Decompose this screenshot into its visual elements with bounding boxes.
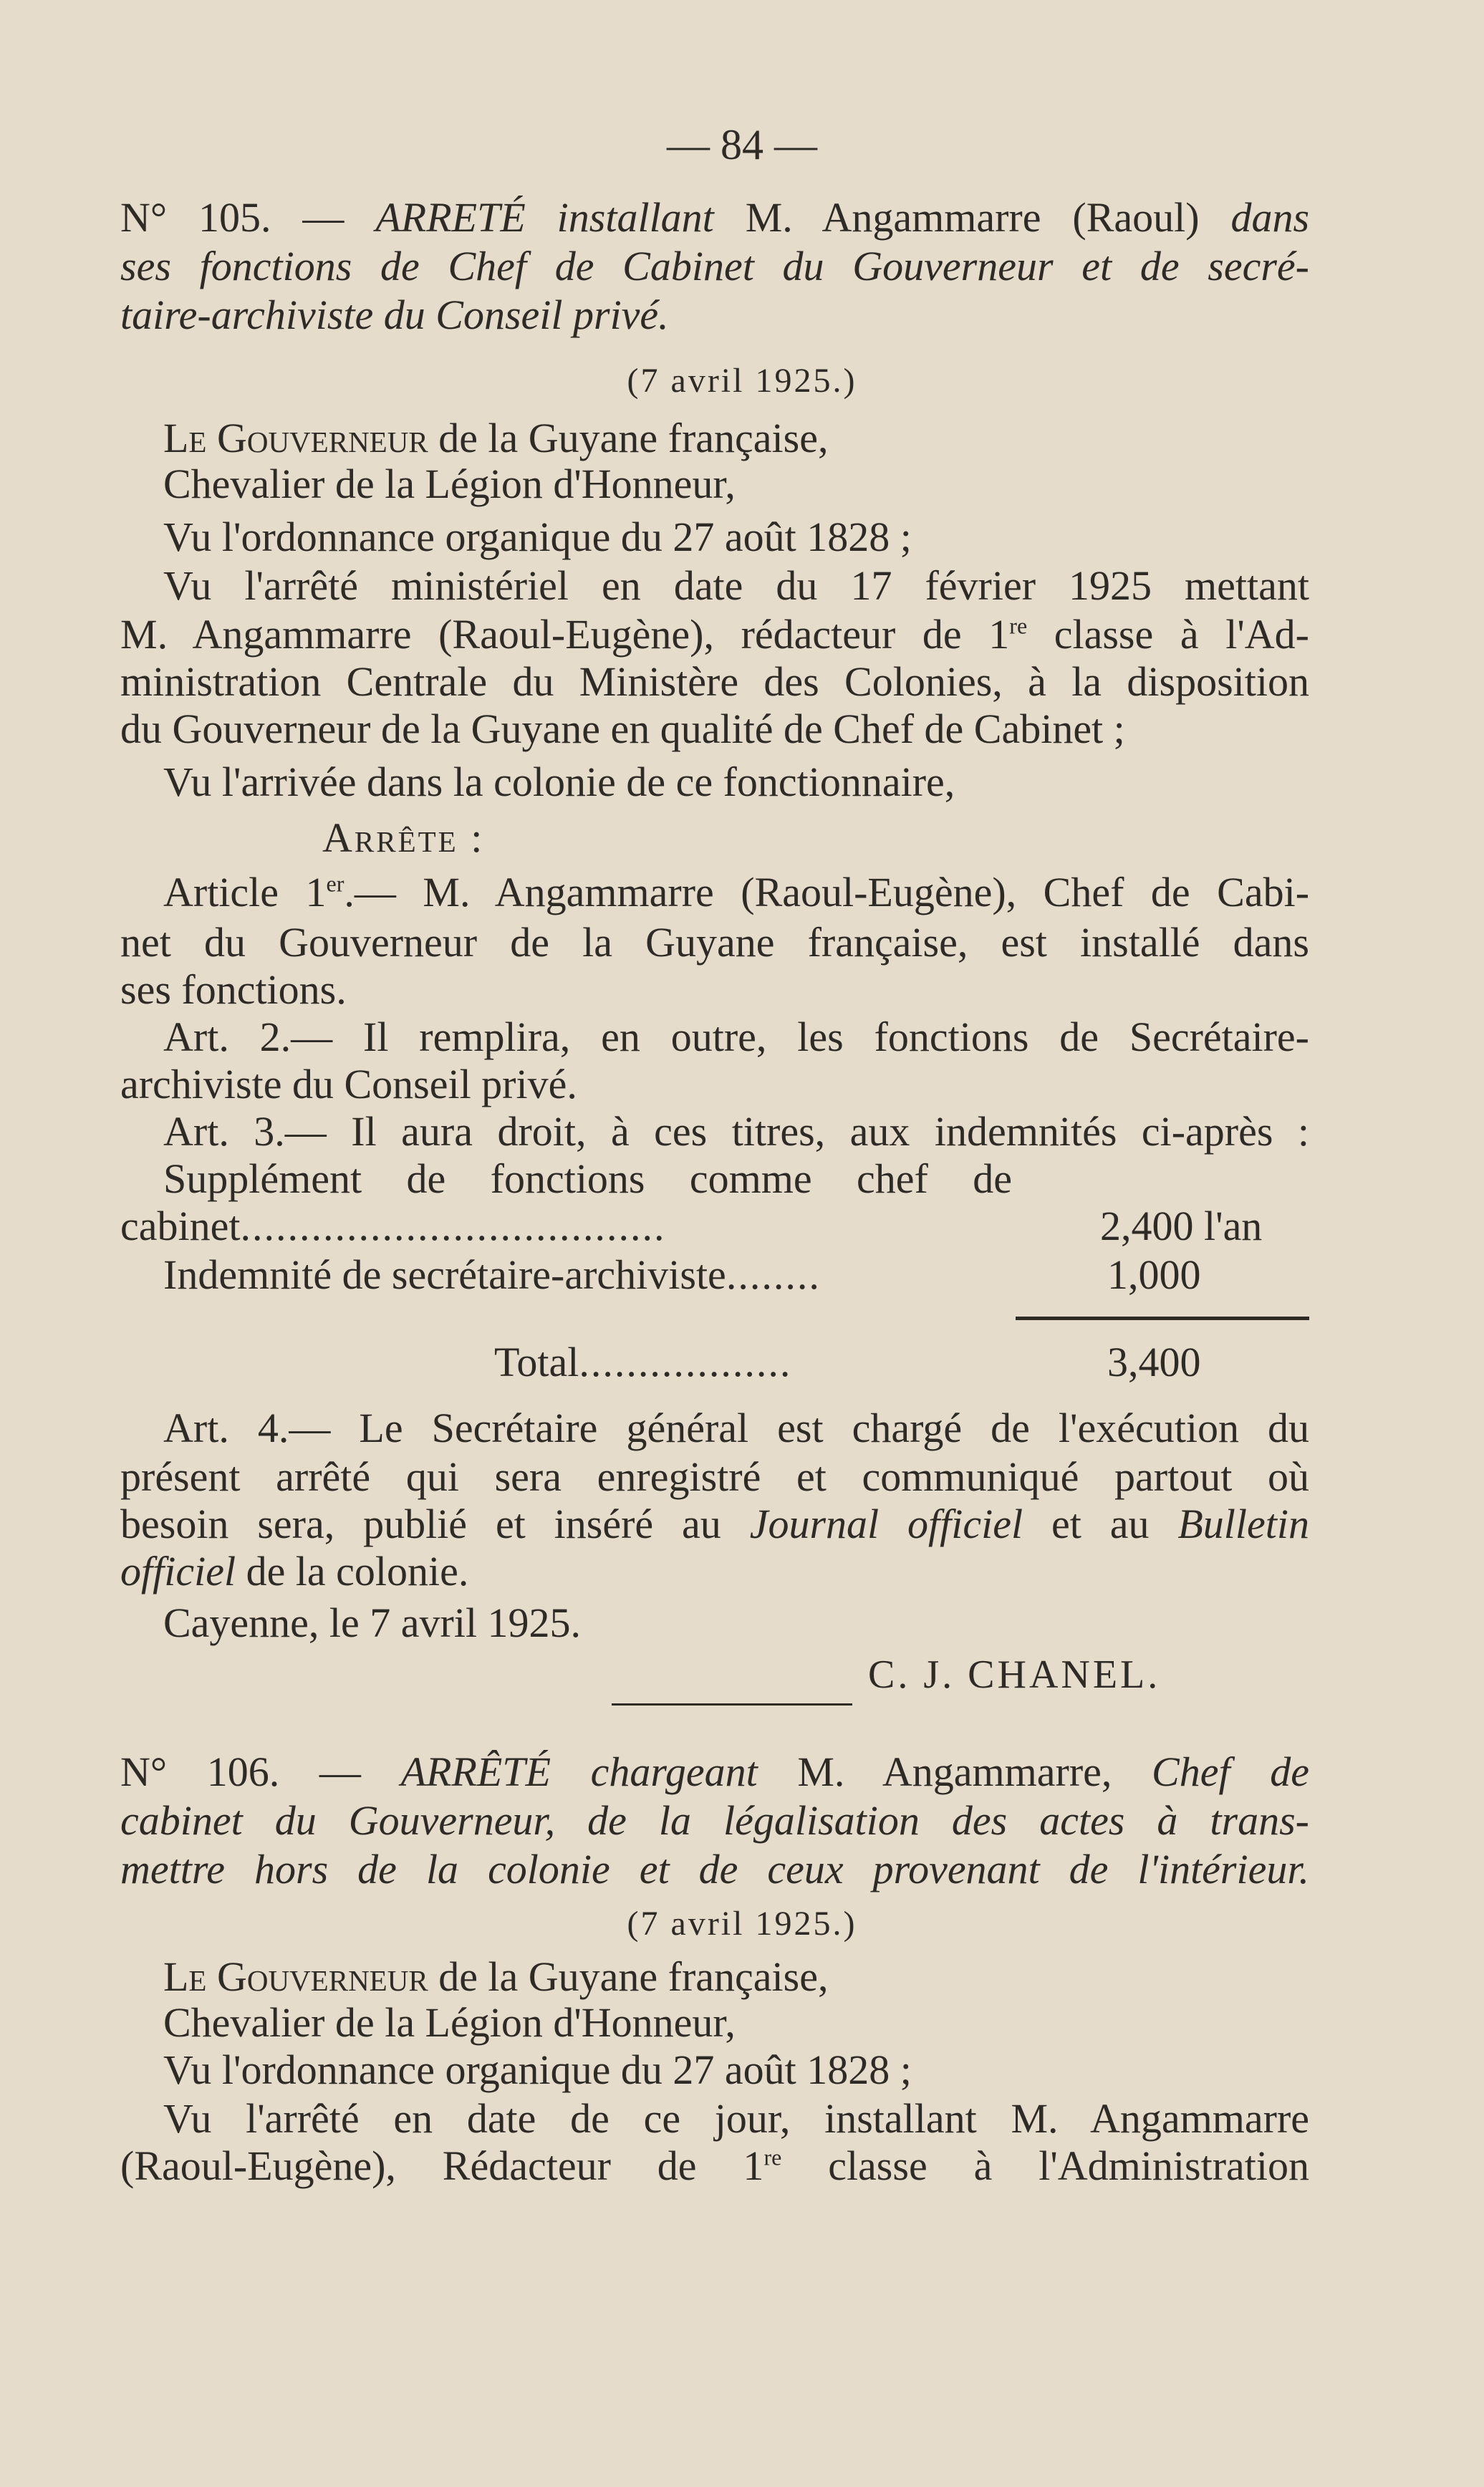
entry-105-article-2: Art. 2.— Il remplira, en outre, les fonctions de Secrétaire- (163, 1014, 1309, 1060)
entry-105-article-1-line-3: ses fonctions. (120, 966, 347, 1013)
entry-105-chevalier: Chevalier de la Légion d'Honneur, (163, 461, 736, 507)
entry-106-vu-3: (Raoul-Eugène), Rédacteur de 1re classe à l'Administration (120, 2142, 1309, 2189)
entry-105-vu-3: M. Angammarre (Raoul-Eugène), rédacteur de 1re classe à l'Ad- (120, 611, 1309, 658)
entry-105-vu-4: ministration Centrale du Ministère des Colonies, à la disposition (120, 658, 1309, 705)
entry-105-article-4: Art. 4.— Le Secrétaire général est chargé de l'exécution du (163, 1405, 1309, 1451)
entry-106-governor: Le Gouverneur de la Guyane française, (163, 1953, 829, 2000)
entry-105-arrete-heading: Arrête : (322, 814, 485, 861)
entry-106-title-line-3: mettre hors de la colonie et de ceux provenant de l'intérieur. (120, 1846, 1309, 1892)
entry-105-article-4-line-3: besoin sera, publié et inséré au Journal officiel et au Bulletin (120, 1501, 1310, 1547)
entry-105-vu-6: Vu l'arrivée dans la colonie de ce fonctionnaire, (163, 759, 955, 805)
entry-105-governor: Le Gouverneur de la Guyane française, (163, 415, 829, 461)
entry-105-article-1: Article 1er.— M. Angammarre (Raoul-Eugène), Chef de Cabi- (163, 869, 1310, 915)
entry-105-place-date: Cayenne, le 7 avril 1925. (163, 1600, 582, 1646)
total-rule (1016, 1317, 1309, 1320)
entry-105-vu-2: Vu l'arrêté ministériel en date du 17 février 1925 mettant (163, 562, 1309, 609)
entry-106-vu-2: Vu l'arrêté en date de ce jour, installant M. Angammarre (163, 2095, 1309, 2142)
entry-105-article-3: Art. 3.— Il aura droit, à ces titres, aux indemnités ci-après : (163, 1108, 1309, 1155)
entry-105-keyword: ARRETÉ installant (375, 194, 714, 241)
entry-106-number: N° 106. (120, 1748, 280, 1795)
page-number: — 84 — (667, 121, 817, 168)
entry-106-title-line-2: cabinet du Gouverneur, de la légalisation des actes à trans- (120, 1797, 1309, 1844)
total-value: 3,400 (1107, 1339, 1201, 1385)
entry-105-vu-5: du Gouverneur de la Guyane en qualité de Chef de Cabinet ; (120, 706, 1125, 752)
entry-105-vu-1: Vu l'ordonnance organique du 27 août 1828 ; (163, 514, 912, 560)
entry-106-vu-1: Vu l'ordonnance organique du 27 août 1828 ; (163, 2046, 912, 2093)
entry-106-keyword: ARRÊTÉ chargeant (400, 1748, 758, 1795)
supplement-value: 2,400 l'an (1100, 1203, 1263, 1249)
entry-105-title-line-1: N° 105. — ARRETÉ installant M. Angammarre (Raoul) dans (120, 194, 1310, 241)
entry-105-title-line-3: taire-archiviste du Conseil privé. (120, 292, 669, 338)
indemnity-label: Indemnité de secrétaire-archiviste........ (163, 1251, 821, 1298)
entry-105-article-2-line-2: archiviste du Conseil privé. (120, 1061, 577, 1107)
entry-105-article-1-line-2: net du Gouverneur de la Guyane française, est installé dans (120, 919, 1309, 966)
supplement-label-line-1: Supplément de fonctions comme chef de (163, 1155, 1012, 1202)
entry-105-signature: C. J. CHANEL. (868, 1653, 1161, 1697)
supplement-label-line-2: cabinet.................................... (120, 1203, 666, 1249)
entry-105-article-4-line-2: présent arrêté qui sera enregistré et communiqué partout où (120, 1453, 1309, 1500)
indemnity-value: 1,000 (1107, 1251, 1201, 1298)
section-divider (612, 1703, 852, 1706)
entry-105-number: N° 105. (120, 194, 271, 241)
entry-106-date: (7 avril 1925.) (627, 1905, 857, 1943)
entry-105-article-4-line-4: officiel de la colonie. (120, 1548, 469, 1594)
entry-105-date: (7 avril 1925.) (627, 362, 857, 400)
entry-105-title-line-2: ses fonctions de Chef de Cabinet du Gouverneur et de secré- (120, 243, 1309, 289)
entry-106-chevalier: Chevalier de la Légion d'Honneur, (163, 1999, 736, 2046)
entry-106-title-line-1: N° 106. — ARRÊTÉ chargeant M. Angammarre, Chef de (120, 1748, 1310, 1795)
total-label: Total.................. (494, 1339, 792, 1385)
